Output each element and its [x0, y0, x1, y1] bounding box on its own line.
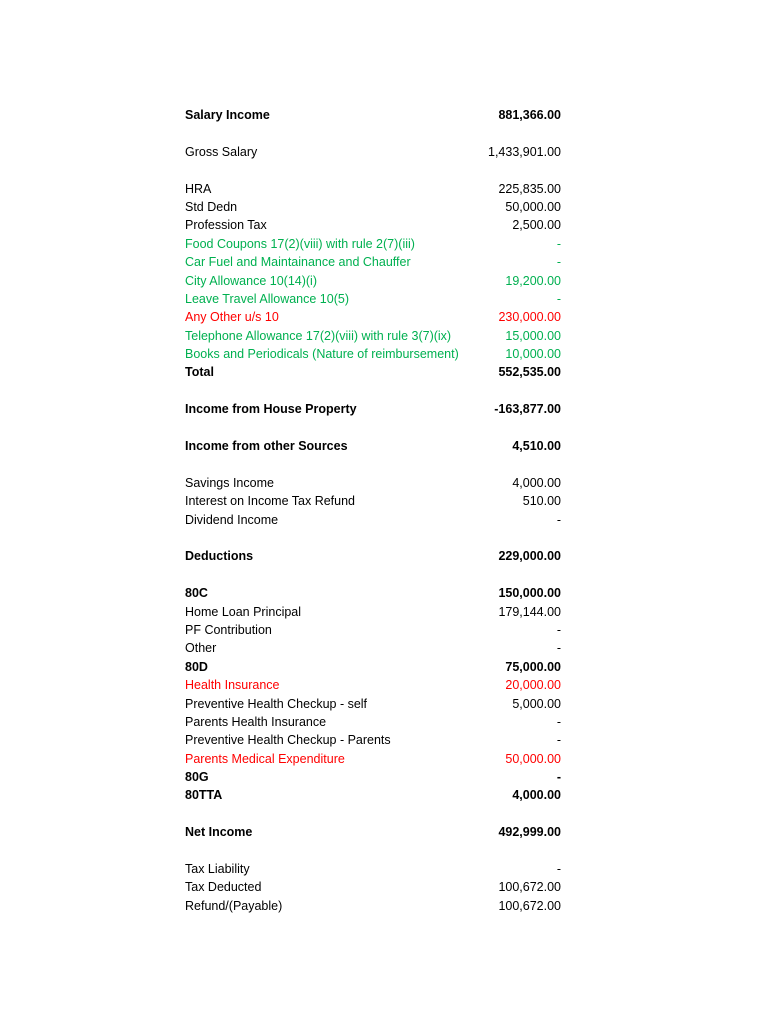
row-value: 15,000.00: [505, 328, 561, 343]
row-label: Leave Travel Allowance 10(5): [185, 291, 349, 306]
row-label: Preventive Health Checkup - self: [185, 696, 368, 711]
row-value: -: [556, 512, 561, 527]
row-label: 80C: [185, 586, 208, 601]
row-deductions: [185, 547, 561, 565]
row-label: Interest on Income Tax Refund: [185, 494, 356, 509]
row-value: 179,144.00: [498, 604, 561, 619]
row-value: 20,000.00: [505, 678, 561, 693]
row-value: 1,433,901.00: [488, 144, 561, 159]
row-label: PF Contribution: [185, 622, 272, 637]
row-label: Total: [185, 365, 214, 380]
row-label: Std Dedn: [185, 199, 238, 214]
row-parents-medical-expenditure: [185, 750, 561, 768]
row-label: Savings Income: [185, 475, 274, 490]
row-label: Books and Periodicals (Nature of reimbursement): [185, 347, 459, 362]
blank-row: [185, 566, 561, 584]
row-value: -: [556, 733, 561, 748]
row-label: Profession Tax: [185, 218, 267, 233]
row-leave-travel-allowance-10-5: [185, 290, 561, 308]
row-health-insurance: [185, 676, 561, 694]
row-value: 2,500.00: [512, 218, 561, 233]
row-label: Car Fuel and Maintainance and Chauffer: [185, 255, 411, 270]
row-value: -163,877.00: [494, 402, 561, 417]
row-80tta: [185, 786, 561, 804]
blank-row: [185, 382, 561, 400]
row-label: Dividend Income: [185, 512, 279, 527]
row-salary-income: [185, 106, 561, 124]
row-label: Income from other Sources: [185, 439, 348, 454]
row-value: 50,000.00: [505, 199, 561, 214]
row-value: -: [556, 236, 561, 251]
row-value: 10,000.00: [505, 347, 561, 362]
row-city-allowance-10-14-i: [185, 272, 561, 290]
row-label: Income from House Property: [185, 402, 357, 417]
row-label: HRA: [185, 181, 212, 196]
row-value: 552,535.00: [498, 365, 561, 380]
row-label: Salary Income: [185, 108, 270, 122]
row-value: 510.00: [522, 494, 561, 509]
row-net-income: [185, 823, 561, 841]
row-car-fuel-and-maintainance-and-chauffer: [185, 253, 561, 271]
row-label: 80D: [185, 659, 208, 674]
row-preventive-health-checkup-self: [185, 695, 561, 713]
blank-row: [185, 529, 561, 547]
row-label: 80G: [185, 770, 209, 785]
row-value: 229,000.00: [498, 549, 561, 564]
row-80d: [185, 658, 561, 676]
blank-row: [185, 419, 561, 437]
row-std-dedn: [185, 198, 561, 216]
blank-row: [185, 842, 561, 860]
row-label: Deductions: [185, 549, 254, 564]
row-label: Health Insurance: [185, 678, 280, 693]
row-label: 80TTA: [185, 788, 223, 803]
row-value: 4,000.00: [512, 475, 561, 490]
row-interest-on-income-tax-refund: [185, 492, 561, 510]
row-value: -: [556, 291, 561, 306]
row-label: Tax Deducted: [185, 880, 262, 895]
row-value: 150,000.00: [498, 586, 561, 601]
row-value: 100,672.00: [498, 880, 561, 895]
row-label: Refund/(Payable): [185, 898, 283, 913]
row-value: 5,000.00: [512, 696, 561, 711]
row-gross-salary: [185, 143, 561, 161]
row-income-from-house-property: [185, 400, 561, 418]
row-value: -: [556, 862, 561, 877]
row-total: [185, 363, 561, 381]
row-80g: [185, 768, 561, 786]
row-label: Other: [185, 641, 217, 656]
row-telephone-allowance-17-2-viii-with-rule-3-7-ix: [185, 327, 561, 345]
row-label: Any Other u/s 10: [185, 310, 279, 325]
row-any-other-u-s-10: [185, 308, 561, 326]
row-tax-deducted: [185, 878, 561, 896]
blank-row: [185, 805, 561, 823]
row-label: Parents Medical Expenditure: [185, 751, 345, 766]
row-value: 19,200.00: [505, 273, 561, 288]
row-dividend-income: [185, 511, 561, 529]
row-label: Parents Health Insurance: [185, 714, 327, 729]
row-value: -: [556, 714, 561, 729]
row-label: Tax Liability: [185, 862, 250, 877]
row-preventive-health-checkup-parents: [185, 731, 561, 749]
row-value: 4,000.00: [512, 788, 561, 803]
row-label: Gross Salary: [185, 144, 258, 159]
row-food-coupons-17-2-viii-with-rule-2-7-iii: [185, 235, 561, 253]
blank-row: [185, 455, 561, 473]
row-value: 75,000.00: [505, 659, 561, 674]
row-tax-liability: [185, 860, 561, 878]
row-label: Food Coupons 17(2)(viii) with rule 2(7)(iii): [185, 236, 415, 251]
tax-computation-sheet: [185, 106, 561, 915]
row-parents-health-insurance: [185, 713, 561, 731]
row-value: -: [556, 641, 561, 656]
row-label: Net Income: [185, 825, 253, 840]
row-hra: [185, 180, 561, 198]
row-pf-contribution: [185, 621, 561, 639]
row-books-and-periodicals-nature-of-reimbursement: [185, 345, 561, 363]
row-value: 4,510.00: [512, 439, 561, 454]
blank-row: [185, 124, 561, 142]
row-value: -: [556, 622, 561, 637]
row-label: Telephone Allowance 17(2)(viii) with rule 3(7)(ix): [185, 328, 452, 343]
row-value: 225,835.00: [498, 181, 561, 196]
row-home-loan-principal: [185, 603, 561, 621]
row-value: 492,999.00: [498, 825, 561, 840]
row-80c: [185, 584, 561, 602]
row-value: 230,000.00: [498, 310, 561, 325]
row-refund-payable: [185, 897, 561, 915]
row-profession-tax: [185, 216, 561, 234]
row-income-from-other-sources: [185, 437, 561, 455]
blank-row: [185, 161, 561, 179]
row-label: Home Loan Principal: [185, 604, 302, 619]
row-value: 100,672.00: [498, 898, 561, 913]
row-other: [185, 639, 561, 657]
row-value: 50,000.00: [505, 751, 561, 766]
row-label: City Allowance 10(14)(i): [185, 273, 317, 288]
row-label: Preventive Health Checkup - Parents: [185, 733, 391, 748]
row-value: -: [556, 255, 561, 270]
row-value: -: [556, 770, 561, 785]
row-value: 881,366.00: [498, 108, 561, 122]
row-savings-income: [185, 474, 561, 492]
